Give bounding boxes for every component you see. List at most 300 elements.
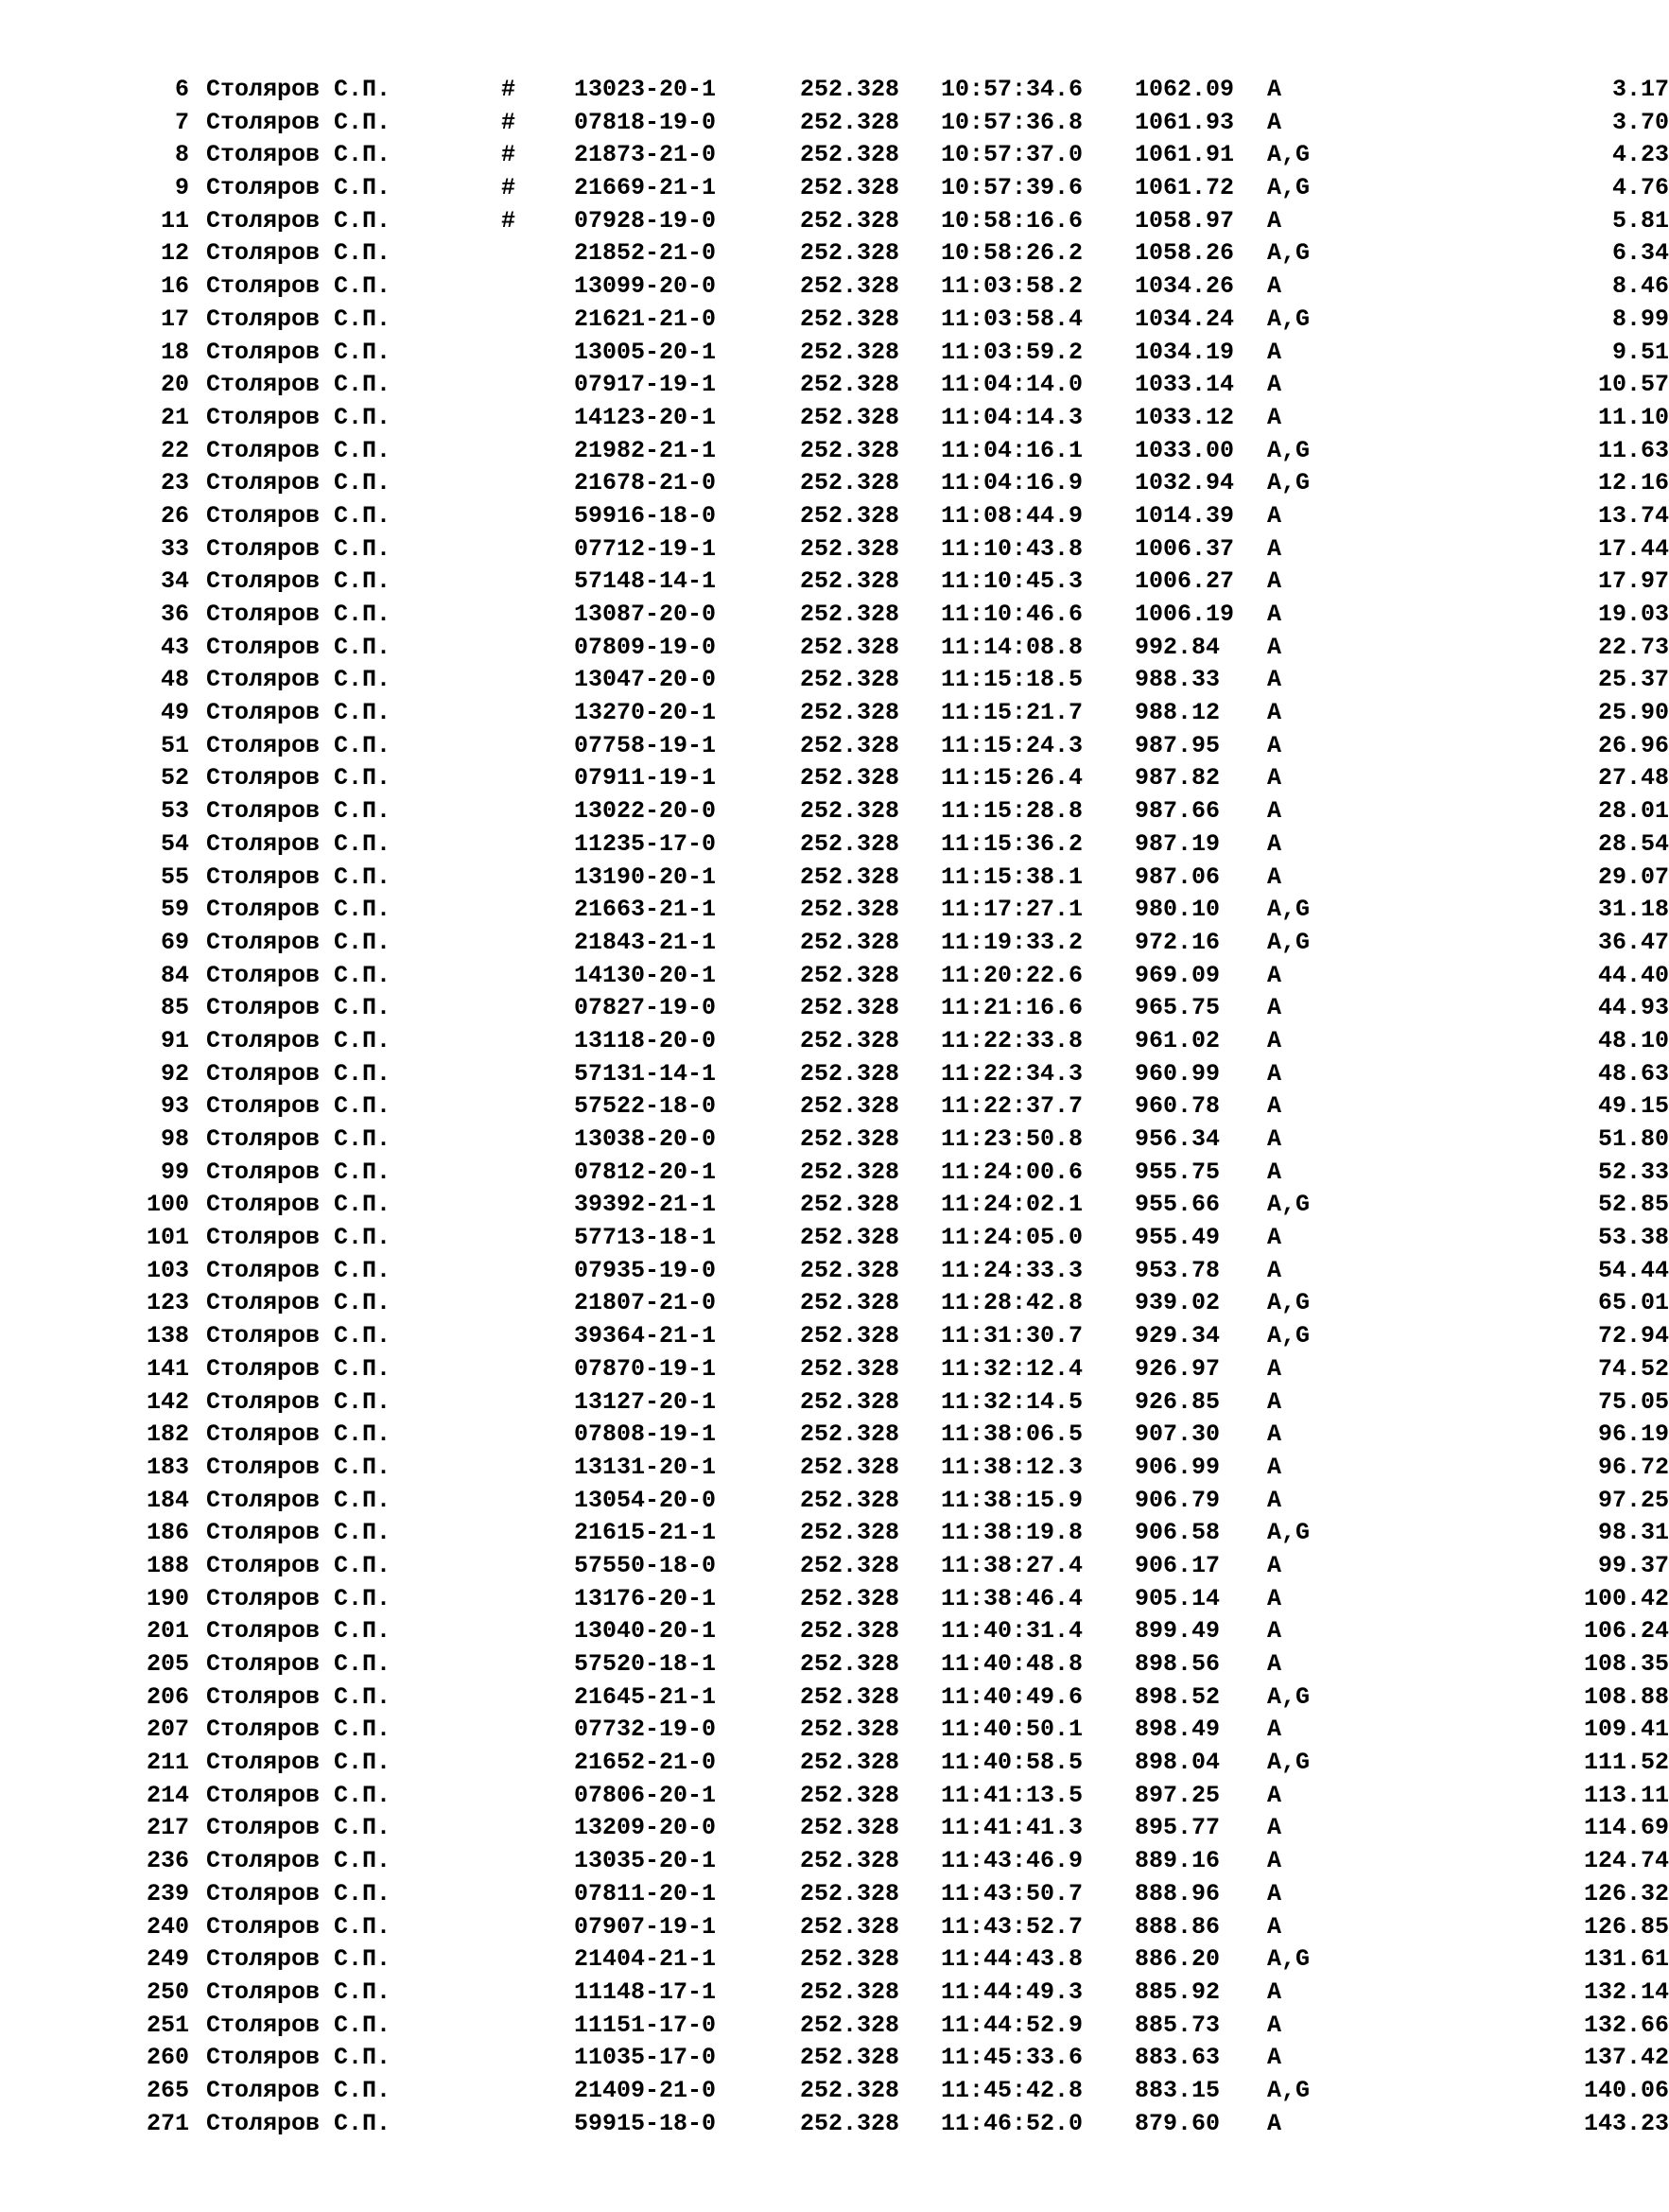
coefficient-value: 140.06 xyxy=(1583,2076,1669,2104)
arrival-time: 11:15:24.3 xyxy=(941,731,1084,759)
place-cell: 43 xyxy=(160,633,189,661)
category-code: A xyxy=(1267,1224,1282,1252)
arrival-time: 11:23:50.8 xyxy=(941,1125,1084,1153)
speed-value: 886.20 xyxy=(1135,1945,1221,1974)
distance-value: 252.328 xyxy=(800,1584,900,1612)
category-code: A xyxy=(1267,1584,1282,1612)
arrival-time: 11:04:14.3 xyxy=(941,403,1084,431)
distance-value: 252.328 xyxy=(800,371,900,399)
ring-number: 59915-18-0 xyxy=(574,2109,717,2137)
arrival-time: 11:10:45.3 xyxy=(941,567,1084,596)
place-cell: 84 xyxy=(160,961,189,989)
distance-value: 252.328 xyxy=(800,1847,900,1875)
distance-value: 252.328 xyxy=(800,1749,900,1777)
arrival-time: 11:43:46.9 xyxy=(941,1847,1084,1875)
distance-value: 252.328 xyxy=(800,994,900,1022)
coefficient-value: 27.48 xyxy=(1597,764,1669,792)
arrival-time: 11:17:27.1 xyxy=(941,896,1084,924)
ring-number: 13127-20-1 xyxy=(574,1387,717,1416)
arrival-time: 11:38:06.5 xyxy=(941,1420,1084,1449)
coefficient-value: 4.76 xyxy=(1611,174,1669,202)
fancier-name: Столяров С.П. xyxy=(206,2044,391,2072)
ring-number: 21615-21-1 xyxy=(574,1519,717,1547)
ring-number: 11235-17-0 xyxy=(574,829,717,858)
category-code: A,G xyxy=(1267,1322,1311,1350)
arrival-time: 11:43:50.7 xyxy=(941,1879,1084,1907)
place-cell: 8 xyxy=(174,141,189,169)
fancier-name: Столяров С.П. xyxy=(206,1551,391,1579)
ring-number: 57550-18-0 xyxy=(574,1551,717,1579)
distance-value: 252.328 xyxy=(800,206,900,235)
fancier-name: Столяров С.П. xyxy=(206,305,391,333)
distance-value: 252.328 xyxy=(800,862,900,891)
category-code: A,G xyxy=(1267,1519,1311,1547)
speed-value: 898.56 xyxy=(1135,1650,1221,1678)
coefficient-value: 52.85 xyxy=(1597,1191,1669,1219)
distance-value: 252.328 xyxy=(800,469,900,497)
fancier-name: Столяров С.П. xyxy=(206,1879,391,1907)
category-code: A xyxy=(1267,2109,1282,2137)
ring-number: 21843-21-1 xyxy=(574,928,717,956)
distance-value: 252.328 xyxy=(800,666,900,694)
fancier-name: Столяров С.П. xyxy=(206,1158,391,1186)
speed-value: 939.02 xyxy=(1135,1289,1221,1317)
distance-value: 252.328 xyxy=(800,699,900,727)
arrival-time: 11:03:58.4 xyxy=(941,305,1084,333)
coefficient-value: 96.19 xyxy=(1597,1420,1669,1449)
distance-value: 252.328 xyxy=(800,403,900,431)
place-cell: 138 xyxy=(146,1322,189,1350)
arrival-time: 11:40:31.4 xyxy=(941,1617,1084,1646)
distance-value: 252.328 xyxy=(800,1650,900,1678)
ring-number: 13047-20-0 xyxy=(574,666,717,694)
distance-value: 252.328 xyxy=(800,601,900,628)
coefficient-value: 52.33 xyxy=(1597,1158,1669,1186)
fancier-name: Столяров С.П. xyxy=(206,1059,391,1088)
category-code: A xyxy=(1267,1354,1282,1383)
category-code: A,G xyxy=(1267,239,1311,268)
coefficient-value: 5.81 xyxy=(1611,206,1669,235)
category-code: A xyxy=(1267,1781,1282,1809)
arrival-time: 11:41:13.5 xyxy=(941,1781,1084,1809)
category-code: A,G xyxy=(1267,1191,1311,1219)
flag-mark: # xyxy=(501,108,516,136)
place-cell: 207 xyxy=(146,1716,189,1744)
arrival-time: 11:41:41.3 xyxy=(941,1814,1084,1842)
coefficient-value: 72.94 xyxy=(1597,1322,1669,1350)
speed-value: 929.34 xyxy=(1135,1322,1221,1350)
ring-number: 07808-19-1 xyxy=(574,1420,717,1449)
fancier-name: Столяров С.П. xyxy=(206,1814,391,1842)
place-cell: 98 xyxy=(160,1125,189,1153)
speed-value: 988.33 xyxy=(1135,666,1221,694)
ring-number: 07811-20-1 xyxy=(574,1879,717,1907)
fancier-name: Столяров С.П. xyxy=(206,371,391,399)
category-code: A xyxy=(1267,76,1282,103)
category-code: A,G xyxy=(1267,928,1311,956)
speed-value: 888.86 xyxy=(1135,1912,1221,1941)
ring-number: 21409-21-0 xyxy=(574,2076,717,2104)
arrival-time: 10:58:26.2 xyxy=(941,239,1084,268)
speed-value: 955.49 xyxy=(1135,1224,1221,1252)
speed-value: 907.30 xyxy=(1135,1420,1221,1449)
place-cell: 182 xyxy=(146,1420,189,1449)
coefficient-value: 44.40 xyxy=(1597,961,1669,989)
coefficient-value: 11.63 xyxy=(1597,436,1669,464)
flag-mark: # xyxy=(501,76,516,103)
category-code: A xyxy=(1267,371,1282,399)
ring-number: 13209-20-0 xyxy=(574,1814,717,1842)
speed-value: 1061.72 xyxy=(1135,174,1235,202)
category-code: A xyxy=(1267,1453,1282,1481)
fancier-name: Столяров С.П. xyxy=(206,1945,391,1974)
speed-value: 926.85 xyxy=(1135,1387,1221,1416)
speed-value: 1061.91 xyxy=(1135,141,1235,169)
arrival-time: 10:57:37.0 xyxy=(941,141,1084,169)
ring-number: 07870-19-1 xyxy=(574,1354,717,1383)
category-code: A xyxy=(1267,403,1282,431)
coefficient-value: 99.37 xyxy=(1597,1551,1669,1579)
speed-value: 953.78 xyxy=(1135,1256,1221,1284)
place-cell: 20 xyxy=(160,371,189,399)
ring-number: 21645-21-1 xyxy=(574,1682,717,1711)
coefficient-value: 31.18 xyxy=(1597,896,1669,924)
flag-mark: # xyxy=(501,141,516,169)
ring-number: 13190-20-1 xyxy=(574,862,717,891)
category-code: A xyxy=(1267,1158,1282,1186)
arrival-time: 11:38:46.4 xyxy=(941,1584,1084,1612)
arrival-time: 11:22:33.8 xyxy=(941,1026,1084,1054)
distance-value: 252.328 xyxy=(800,2011,900,2039)
place-cell: 55 xyxy=(160,862,189,891)
ring-number: 21678-21-0 xyxy=(574,469,717,497)
coefficient-value: 29.07 xyxy=(1597,862,1669,891)
distance-value: 252.328 xyxy=(800,567,900,596)
arrival-time: 11:10:46.6 xyxy=(941,601,1084,628)
fancier-name: Столяров С.П. xyxy=(206,76,391,103)
ring-number: 13040-20-1 xyxy=(574,1617,717,1646)
ring-number: 21663-21-1 xyxy=(574,896,717,924)
fancier-name: Столяров С.П. xyxy=(206,1256,391,1284)
place-cell: 123 xyxy=(146,1289,189,1317)
coefficient-value: 17.44 xyxy=(1597,534,1669,563)
distance-value: 252.328 xyxy=(800,1814,900,1842)
speed-value: 905.14 xyxy=(1135,1584,1221,1612)
fancier-name: Столяров С.П. xyxy=(206,1289,391,1317)
coefficient-value: 100.42 xyxy=(1583,1584,1669,1612)
category-code: A xyxy=(1267,1977,1282,2006)
ring-number: 13176-20-1 xyxy=(574,1584,717,1612)
speed-value: 972.16 xyxy=(1135,928,1221,956)
arrival-time: 11:32:12.4 xyxy=(941,1354,1084,1383)
speed-value: 987.19 xyxy=(1135,829,1221,858)
fancier-name: Столяров С.П. xyxy=(206,1191,391,1219)
fancier-name: Столяров С.П. xyxy=(206,896,391,924)
fancier-name: Столяров С.П. xyxy=(206,1847,391,1875)
fancier-name: Столяров С.П. xyxy=(206,1453,391,1481)
speed-value: 898.52 xyxy=(1135,1682,1221,1711)
place-cell: 184 xyxy=(146,1486,189,1514)
speed-value: 1061.93 xyxy=(1135,108,1235,136)
coefficient-value: 132.14 xyxy=(1583,1977,1669,2006)
arrival-time: 11:24:05.0 xyxy=(941,1224,1084,1252)
category-code: A xyxy=(1267,1420,1282,1449)
category-code: A xyxy=(1267,534,1282,563)
ring-number: 14123-20-1 xyxy=(574,403,717,431)
flag-mark: # xyxy=(501,174,516,202)
place-cell: 23 xyxy=(160,469,189,497)
category-code: A,G xyxy=(1267,469,1311,497)
arrival-time: 11:38:19.8 xyxy=(941,1519,1084,1547)
speed-value: 965.75 xyxy=(1135,994,1221,1022)
distance-value: 252.328 xyxy=(800,436,900,464)
coefficient-value: 22.73 xyxy=(1597,633,1669,661)
place-cell: 17 xyxy=(160,305,189,333)
ring-number: 21404-21-1 xyxy=(574,1945,717,1974)
place-cell: 217 xyxy=(146,1814,189,1842)
ring-number: 21669-21-1 xyxy=(574,174,717,202)
arrival-time: 11:21:16.6 xyxy=(941,994,1084,1022)
flag-mark: # xyxy=(501,206,516,235)
arrival-time: 11:15:26.4 xyxy=(941,764,1084,792)
coefficient-value: 8.99 xyxy=(1611,305,1669,333)
fancier-name: Столяров С.П. xyxy=(206,1125,391,1153)
ring-number: 14130-20-1 xyxy=(574,961,717,989)
place-cell: 265 xyxy=(146,2076,189,2104)
category-code: A,G xyxy=(1267,2076,1311,2104)
ring-number: 39392-21-1 xyxy=(574,1191,717,1219)
arrival-time: 11:45:42.8 xyxy=(941,2076,1084,2104)
coefficient-value: 10.57 xyxy=(1597,371,1669,399)
fancier-name: Столяров С.П. xyxy=(206,1322,391,1350)
ring-number: 07907-19-1 xyxy=(574,1912,717,1941)
arrival-time: 11:14:08.8 xyxy=(941,633,1084,661)
fancier-name: Столяров С.П. xyxy=(206,1650,391,1678)
place-cell: 201 xyxy=(146,1617,189,1646)
arrival-time: 11:04:16.1 xyxy=(941,436,1084,464)
distance-value: 252.328 xyxy=(800,1059,900,1088)
place-cell: 26 xyxy=(160,501,189,530)
fancier-name: Столяров С.П. xyxy=(206,206,391,235)
arrival-time: 11:04:14.0 xyxy=(941,371,1084,399)
category-code: A xyxy=(1267,567,1282,596)
distance-value: 252.328 xyxy=(800,896,900,924)
coefficient-value: 6.34 xyxy=(1611,239,1669,268)
coefficient-value: 49.15 xyxy=(1597,1092,1669,1121)
speed-value: 885.73 xyxy=(1135,2011,1221,2039)
arrival-time: 11:15:38.1 xyxy=(941,862,1084,891)
speed-value: 1006.27 xyxy=(1135,567,1235,596)
arrival-time: 11:15:18.5 xyxy=(941,666,1084,694)
ring-number: 57522-18-0 xyxy=(574,1092,717,1121)
distance-value: 252.328 xyxy=(800,1191,900,1219)
place-cell: 36 xyxy=(160,601,189,628)
category-code: A xyxy=(1267,1847,1282,1875)
place-cell: 250 xyxy=(146,1977,189,2006)
speed-value: 1006.37 xyxy=(1135,534,1235,563)
arrival-time: 11:24:00.6 xyxy=(941,1158,1084,1186)
fancier-name: Столяров С.П. xyxy=(206,567,391,596)
distance-value: 252.328 xyxy=(800,338,900,366)
ring-number: 11035-17-0 xyxy=(574,2044,717,2072)
distance-value: 252.328 xyxy=(800,272,900,301)
place-cell: 101 xyxy=(146,1224,189,1252)
distance-value: 252.328 xyxy=(800,1026,900,1054)
arrival-time: 11:46:52.0 xyxy=(941,2109,1084,2137)
category-code: A,G xyxy=(1267,1749,1311,1777)
place-cell: 251 xyxy=(146,2011,189,2039)
ring-number: 59916-18-0 xyxy=(574,501,717,530)
coefficient-value: 108.35 xyxy=(1583,1650,1669,1678)
speed-value: 980.10 xyxy=(1135,896,1221,924)
coefficient-value: 143.23 xyxy=(1583,2109,1669,2137)
arrival-time: 11:24:02.1 xyxy=(941,1191,1084,1219)
distance-value: 252.328 xyxy=(800,764,900,792)
place-cell: 214 xyxy=(146,1781,189,1809)
ring-number: 57131-14-1 xyxy=(574,1059,717,1088)
distance-value: 252.328 xyxy=(800,1945,900,1974)
fancier-name: Столяров С.П. xyxy=(206,1617,391,1646)
arrival-time: 11:45:33.6 xyxy=(941,2044,1084,2072)
coefficient-value: 111.52 xyxy=(1583,1749,1669,1777)
coefficient-value: 75.05 xyxy=(1597,1387,1669,1416)
place-cell: 53 xyxy=(160,797,189,826)
arrival-time: 11:40:50.1 xyxy=(941,1716,1084,1744)
coefficient-value: 9.51 xyxy=(1611,338,1669,366)
category-code: A,G xyxy=(1267,1289,1311,1317)
coefficient-value: 36.47 xyxy=(1597,928,1669,956)
fancier-name: Столяров С.П. xyxy=(206,1584,391,1612)
speed-value: 955.66 xyxy=(1135,1191,1221,1219)
ring-number: 13005-20-1 xyxy=(574,338,717,366)
category-code: A xyxy=(1267,994,1282,1022)
distance-value: 252.328 xyxy=(800,174,900,202)
coefficient-value: 28.01 xyxy=(1597,797,1669,826)
category-code: A xyxy=(1267,1912,1282,1941)
ring-number: 21982-21-1 xyxy=(574,436,717,464)
fancier-name: Столяров С.П. xyxy=(206,1781,391,1809)
place-cell: 54 xyxy=(160,829,189,858)
distance-value: 252.328 xyxy=(800,239,900,268)
speed-value: 906.17 xyxy=(1135,1551,1221,1579)
coefficient-value: 109.41 xyxy=(1583,1716,1669,1744)
place-cell: 103 xyxy=(146,1256,189,1284)
distance-value: 252.328 xyxy=(800,1256,900,1284)
category-code: A,G xyxy=(1267,896,1311,924)
coefficient-value: 8.46 xyxy=(1611,272,1669,301)
place-cell: 142 xyxy=(146,1387,189,1416)
coefficient-value: 65.01 xyxy=(1597,1289,1669,1317)
category-code: A xyxy=(1267,206,1282,235)
distance-value: 252.328 xyxy=(800,1977,900,2006)
distance-value: 252.328 xyxy=(800,141,900,169)
distance-value: 252.328 xyxy=(800,961,900,989)
category-code: A xyxy=(1267,1716,1282,1744)
category-code: A xyxy=(1267,699,1282,727)
coefficient-value: 132.66 xyxy=(1583,2011,1669,2039)
place-cell: 100 xyxy=(146,1191,189,1219)
fancier-name: Столяров С.П. xyxy=(206,436,391,464)
place-cell: 190 xyxy=(146,1584,189,1612)
speed-value: 906.79 xyxy=(1135,1486,1221,1514)
distance-value: 252.328 xyxy=(800,829,900,858)
place-cell: 18 xyxy=(160,338,189,366)
distance-value: 252.328 xyxy=(800,1486,900,1514)
distance-value: 252.328 xyxy=(800,1125,900,1153)
speed-value: 956.34 xyxy=(1135,1125,1221,1153)
fancier-name: Столяров С.П. xyxy=(206,731,391,759)
arrival-time: 11:44:52.9 xyxy=(941,2011,1084,2039)
distance-value: 252.328 xyxy=(800,797,900,826)
ring-number: 07812-20-1 xyxy=(574,1158,717,1186)
category-code: A xyxy=(1267,601,1282,628)
category-code: A xyxy=(1267,1256,1282,1284)
fancier-name: Столяров С.П. xyxy=(206,666,391,694)
coefficient-value: 53.38 xyxy=(1597,1224,1669,1252)
category-code: A xyxy=(1267,1814,1282,1842)
coefficient-value: 48.10 xyxy=(1597,1026,1669,1054)
coefficient-value: 25.90 xyxy=(1597,699,1669,727)
ring-number: 21652-21-0 xyxy=(574,1749,717,1777)
distance-value: 252.328 xyxy=(800,1453,900,1481)
fancier-name: Столяров С.П. xyxy=(206,534,391,563)
fancier-name: Столяров С.П. xyxy=(206,2109,391,2137)
fancier-name: Столяров С.П. xyxy=(206,1387,391,1416)
distance-value: 252.328 xyxy=(800,1716,900,1744)
speed-value: 987.66 xyxy=(1135,797,1221,826)
coefficient-value: 126.32 xyxy=(1583,1879,1669,1907)
place-cell: 206 xyxy=(146,1682,189,1711)
place-cell: 51 xyxy=(160,731,189,759)
coefficient-value: 12.16 xyxy=(1597,469,1669,497)
category-code: A xyxy=(1267,1486,1282,1514)
ring-number: 07917-19-1 xyxy=(574,371,717,399)
distance-value: 252.328 xyxy=(800,1617,900,1646)
fancier-name: Столяров С.П. xyxy=(206,1519,391,1547)
category-code: A xyxy=(1267,731,1282,759)
distance-value: 252.328 xyxy=(800,1158,900,1186)
coefficient-value: 19.03 xyxy=(1597,601,1669,628)
place-cell: 11 xyxy=(160,206,189,235)
speed-value: 889.16 xyxy=(1135,1847,1221,1875)
arrival-time: 11:44:49.3 xyxy=(941,1977,1084,2006)
ring-number: 13023-20-1 xyxy=(574,76,717,103)
category-code: A xyxy=(1267,666,1282,694)
distance-value: 252.328 xyxy=(800,731,900,759)
ring-number: 21852-21-0 xyxy=(574,239,717,268)
arrival-time: 10:58:16.6 xyxy=(941,206,1084,235)
ring-number: 57520-18-1 xyxy=(574,1650,717,1678)
ring-number: 07818-19-0 xyxy=(574,108,717,136)
arrival-time: 11:44:43.8 xyxy=(941,1945,1084,1974)
speed-value: 1062.09 xyxy=(1135,76,1235,103)
place-cell: 188 xyxy=(146,1551,189,1579)
category-code: A xyxy=(1267,1092,1282,1121)
ring-number: 13131-20-1 xyxy=(574,1453,717,1481)
coefficient-value: 3.70 xyxy=(1611,108,1669,136)
arrival-time: 11:15:21.7 xyxy=(941,699,1084,727)
distance-value: 252.328 xyxy=(800,2109,900,2137)
speed-value: 1033.00 xyxy=(1135,436,1235,464)
category-code: A xyxy=(1267,1059,1282,1088)
fancier-name: Столяров С.П. xyxy=(206,2011,391,2039)
fancier-name: Столяров С.П. xyxy=(206,1977,391,2006)
coefficient-value: 4.23 xyxy=(1611,141,1669,169)
speed-value: 888.96 xyxy=(1135,1879,1221,1907)
speed-value: 969.09 xyxy=(1135,961,1221,989)
category-code: A,G xyxy=(1267,305,1311,333)
fancier-name: Столяров С.П. xyxy=(206,633,391,661)
